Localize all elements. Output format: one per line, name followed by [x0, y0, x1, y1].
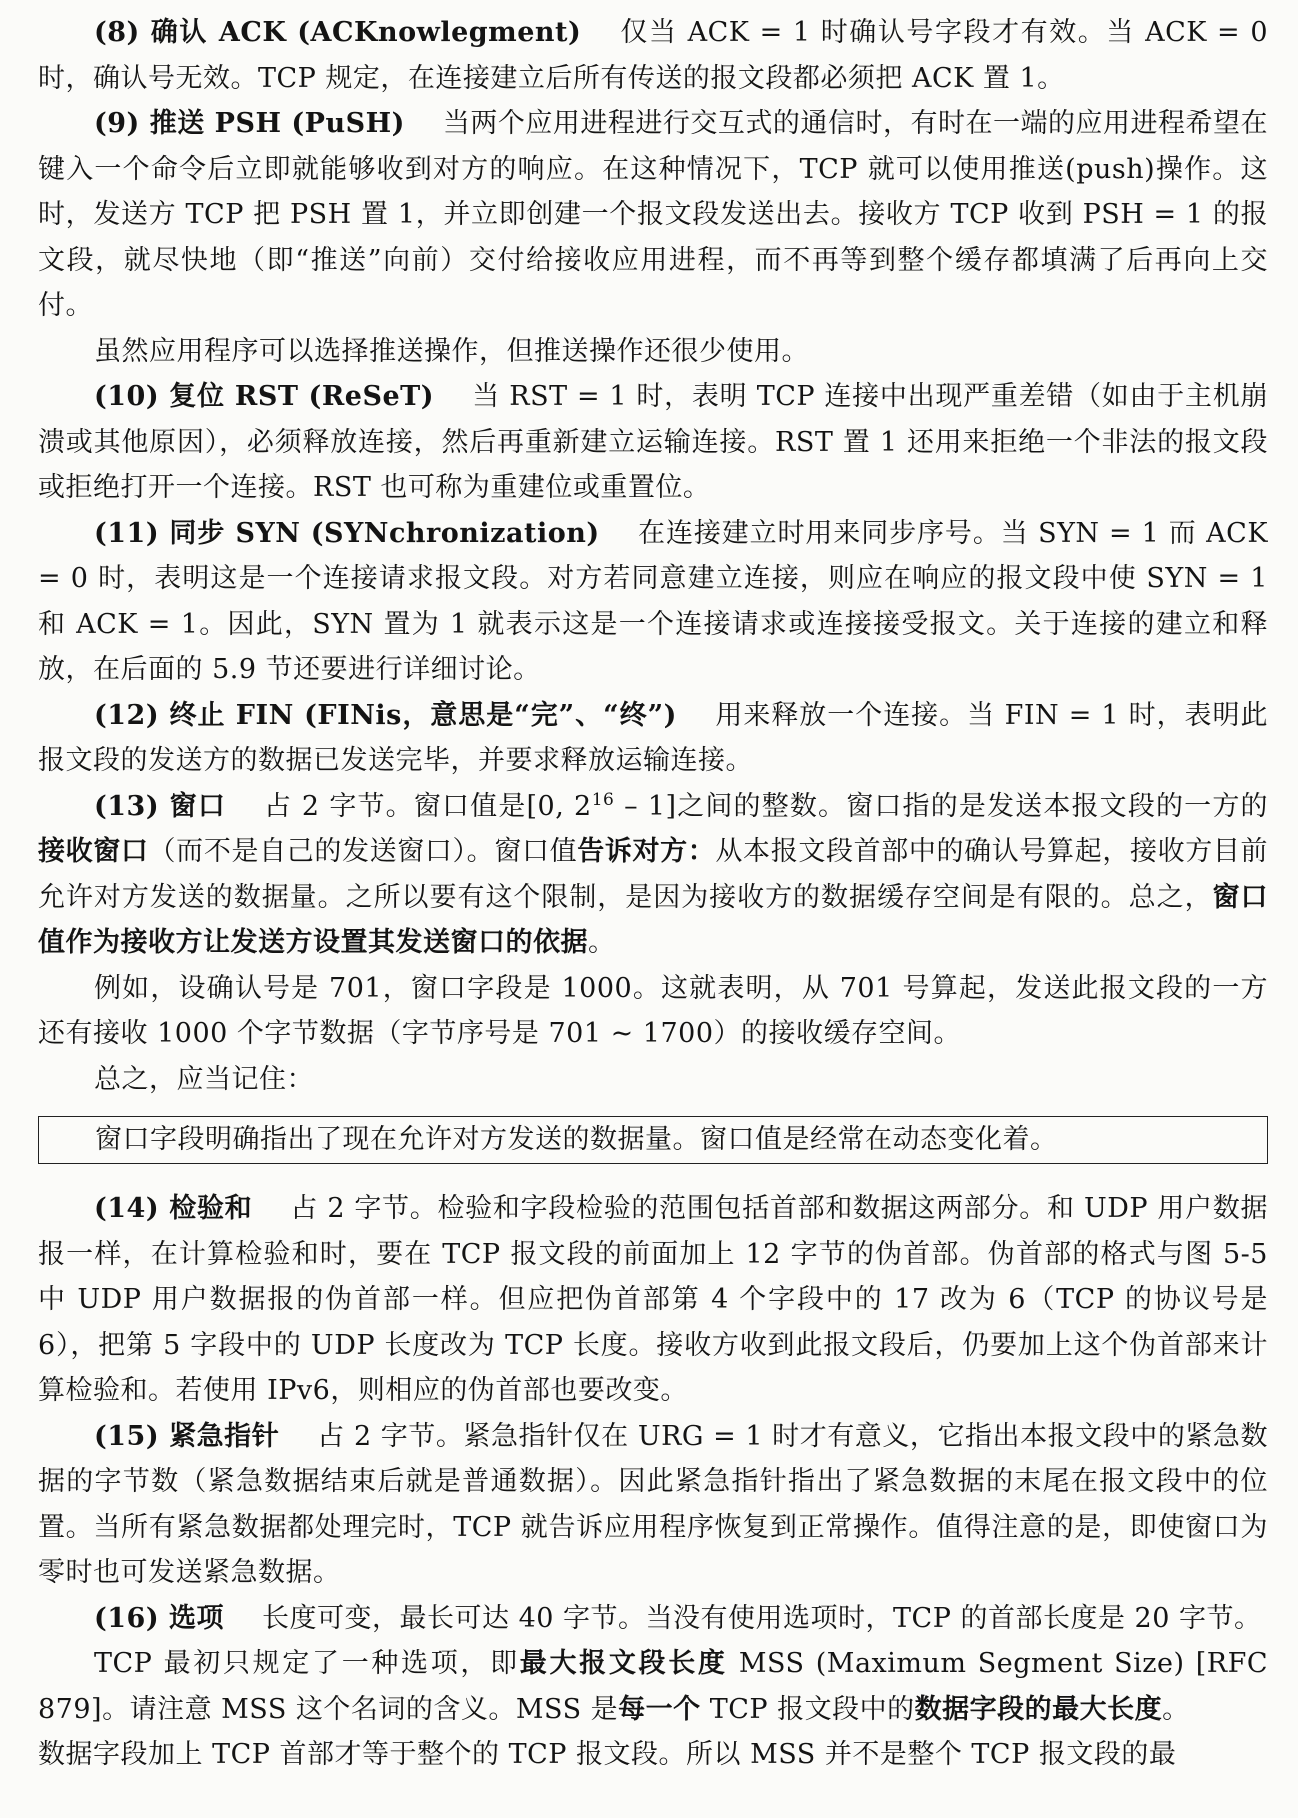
heading-ack: (8) 确认 ACK (ACKnowlegment)	[94, 17, 582, 48]
text-rst: 当 RST = 1 时，表明 TCP 连接中出现严重差错（如由于主机崩溃或其他原因），必须释放连接，然后再重新建立运输连接。RST 置 1 还用来拒绝一个非法的报文段或拒绝打开一个连接。RST 也可称为重建位或重置位。	[38, 381, 1268, 503]
paragraph-example: 例如，设确认号是 701，窗口字段是 1000。这就表明，从 701 号算起，发送此报文段的一方还有接收 1000 个字节数据（字节序号是 701 ~ 1700）的接收缓存空间。	[38, 972, 1268, 1049]
paragraph-push-note: 虽然应用程序可以选择推送操作，但推送操作还很少使用。	[94, 335, 809, 367]
paragraph-options	[38, 1596, 1268, 1642]
heading-checksum: (14) 检验和	[94, 1193, 253, 1224]
bold-tell-peer: 告诉对方：	[577, 836, 716, 867]
heading-window: (13) 窗口	[94, 790, 227, 822]
paragraph-remember: 总之，应当记住：	[94, 1063, 314, 1095]
paragraph-rst	[38, 374, 1268, 511]
text-checksum: 占 2 字节。检验和字段检验的范围包括首部和数据这两部分。和 UDP 用户数据报一样，在计算检验和时，要在 TCP 报文段的前面加上 12 字节的伪首部。伪首部的格式与图 5-5 中 UDP 用户数据报的伪首部一样。但应把伪首部第 4 个字段中的 17 改为 6（TCP 的协议号是 6），把第 5 字段中的 UDP 长度改为 TCP 长度。接收方收到此报文段后，仍要加上这个伪首部来计算检验和。若使用 IPv6，则相应的伪首部也要改变。	[38, 1193, 1268, 1406]
text-window-4: 从本报文段首部中的确认号算起，接收方目前允许对方发送的数据量。之所以要有这个限制，是因为接收方的数据缓存空间是有限的。总之，	[38, 836, 1269, 913]
text-mss-2: MSS (Maximum Segment Size) [RFC 879]。请注意 MSS 这个名词的含义。MSS 是	[38, 1648, 1269, 1725]
text-options: 长度可变，最长可达 40 字节。当没有使用选项时，TCP 的首部长度是 20 字节。	[262, 1602, 1262, 1634]
superscript-16: 16	[591, 789, 615, 810]
text-ack: 仅当 ACK = 1 时确认号字段才有效。当 ACK = 0 时，确认号无效。TCP 规定，在连接建立后所有传送的报文段都必须把 ACK 置 1。	[38, 17, 1268, 94]
heading-psh: (9) 推送 PSH (PuSH)	[94, 108, 405, 139]
paragraph-fin	[38, 693, 1268, 784]
bold-each: 每一个	[618, 1693, 701, 1725]
text-window-2: – 1]之间的整数。窗口指的是发送本报文段的一方的	[614, 790, 1268, 822]
text-mss-3: TCP 报文段中的	[700, 1693, 915, 1725]
text-mss-4: 。	[1162, 1693, 1190, 1725]
heading-urgent: (15) 紧急指针	[94, 1420, 280, 1452]
bold-receive-window: 接收窗口	[38, 836, 149, 867]
heading-rst: (10) 复位 RST (ReSeT)	[94, 381, 434, 412]
text-window-5: 。	[588, 927, 616, 958]
paragraph-syn	[38, 511, 1268, 693]
boxed-note: 窗口字段明确指出了现在允许对方发送的数据量。窗口值是经常在动态变化着。	[38, 1116, 1268, 1164]
heading-fin: (12) 终止 FIN (FINis，意思是“完”、“终”)	[94, 699, 677, 731]
text-syn: 在连接建立时用来同步序号。当 SYN = 1 而 ACK = 0 时，表明这是一个连接请求报文段。对方若同意建立连接，则应在响应的报文段中使 SYN = 1 和 ACK = 1。因此，SYN 置为 1 就表示这是一个连接请求或连接接受报文。关于连接的建立和释放，在后面的 5.9 节还要进行详细讨论。	[38, 517, 1268, 685]
text-window-1: 占 2 字节。窗口值是[0, 2	[264, 790, 592, 822]
heading-options: (16) 选项	[94, 1602, 225, 1634]
text-fin: 用来释放一个连接。当 FIN = 1 时，表明此报文段的发送方的数据已发送完毕，并要求释放运输连接。	[38, 699, 1268, 776]
paragraph-window	[38, 784, 1268, 966]
paragraph-urgent	[38, 1414, 1268, 1596]
paragraph-psh	[38, 101, 1268, 329]
text-mss-1: TCP 最初只规定了一种选项，即	[94, 1648, 520, 1679]
paragraph-ack	[38, 10, 1268, 101]
text-window-3: （而不是自己的发送窗口）。窗口值	[148, 836, 578, 867]
heading-syn: (11) 同步 SYN (SYNchronization)	[94, 517, 600, 549]
text-urgent: 占 2 字节。紧急指针仅在 URG = 1 时才有意义，它指出本报文段中的紧急数据的字节数（紧急数据结束后就是普通数据）。因此紧急指针指出了紧急数据的末尾在报文段中的位置。当所有紧急数据都处理完时，TCP 就告诉应用程序恢复到正常操作。值得注意的是，即使窗口为零时也可发送紧急数据。	[38, 1420, 1268, 1588]
bold-window-basis: 窗口值作为接收方让发送方设置其发送窗口的依据	[38, 881, 1269, 958]
text-psh: 当两个应用进程进行交互式的通信时，有时在一端的应用进程希望在键入一个命令后立即就能够收到对方的响应。在这种情况下，TCP 就可以使用推送(push)操作。这时，发送方 TCP 把 PSH 置 1，并立即创建一个报文段发送出去。接收方 TCP 收到 PSH = 1 的报文段，就尽快地（即“推送”向前）交付给接收应用进程，而不再等到整个缓存都填满了后再向上交付。	[38, 108, 1269, 321]
paragraph-mss	[38, 1641, 1268, 1732]
paragraph-checksum	[38, 1186, 1268, 1414]
bold-mss-term: 最大报文段长度	[519, 1648, 728, 1679]
paragraph-cutoff: 数据字段加上 TCP 首部才等于整个的 TCP 报文段。所以 MSS 并不是整个 TCP 报文段的最	[38, 1739, 1177, 1770]
bold-data-field-max: 数据字段的最大长度	[914, 1693, 1163, 1725]
